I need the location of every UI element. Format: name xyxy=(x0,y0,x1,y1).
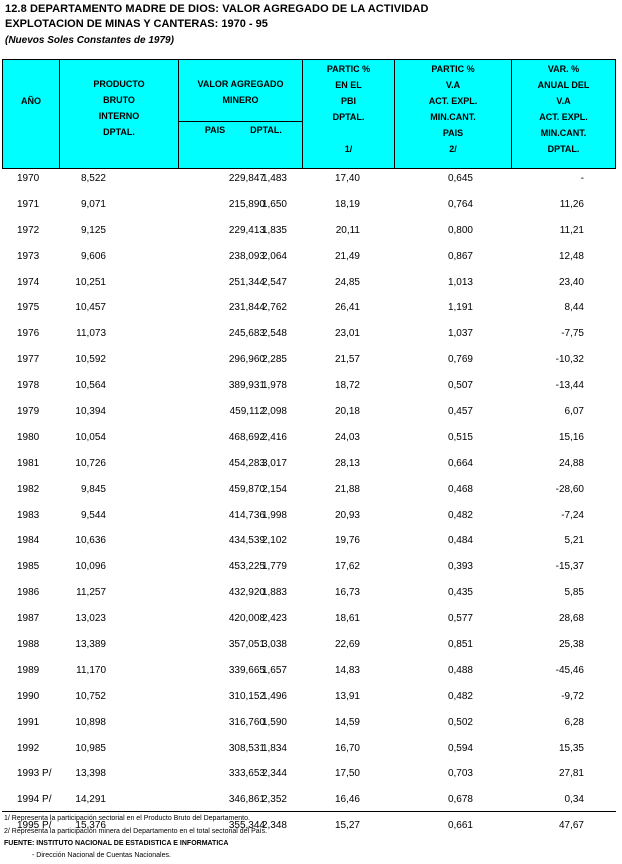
cell-pais: 453,225 xyxy=(228,561,265,573)
cell-pais: 454,283 xyxy=(228,457,265,469)
cell-pbi: 10,592 xyxy=(75,354,106,366)
header-year: AÑO xyxy=(3,60,60,168)
cell-year: 1991 xyxy=(17,716,40,728)
cell-pbi: 10,251 xyxy=(75,276,106,288)
cell-var: -9,72 xyxy=(561,690,584,702)
cell-pbi-pct: 23,01 xyxy=(334,328,360,340)
cell-dptal: 1,657 xyxy=(261,664,287,676)
cell-pais: 420,008 xyxy=(228,613,265,625)
cell-pais: 296,960 xyxy=(228,354,265,366)
cell-dptal: 2,352 xyxy=(261,794,287,806)
header-partic-pbi: PARTIC % EN EL PBI DPTAL. 1/ xyxy=(303,60,395,168)
cell-va-pct: 0,484 xyxy=(447,535,473,547)
cell-var: 47,67 xyxy=(558,820,584,832)
cell-pais: 251,344 xyxy=(228,276,265,288)
cell-pbi-pct: 17,62 xyxy=(334,561,360,573)
cell-pais: 231,844 xyxy=(228,302,265,314)
cell-dptal: 1,590 xyxy=(261,716,287,728)
table-row xyxy=(0,276,622,302)
cell-va-pct: 0,482 xyxy=(447,690,473,702)
cell-dptal: 2,064 xyxy=(261,250,287,262)
cell-va-pct: 0,800 xyxy=(447,224,473,236)
cell-pais: 308,531 xyxy=(228,742,265,754)
table-row xyxy=(0,172,622,198)
table-row xyxy=(0,301,622,327)
cell-pais: 434,539 xyxy=(228,535,265,547)
cell-va-pct: 0,678 xyxy=(447,794,473,806)
cell-pbi: 13,398 xyxy=(75,768,106,780)
table-subtitle: EXPLOTACION DE MINAS Y CANTERAS: 1970 - 95 xyxy=(5,18,268,30)
cell-pbi-pct: 18,19 xyxy=(334,198,360,210)
cell-pais: 310,152 xyxy=(228,690,265,702)
cell-pbi: 8,522 xyxy=(80,173,106,184)
cell-var: 6,28 xyxy=(564,716,584,728)
cell-var: 28,68 xyxy=(558,613,584,625)
cell-va-pct: 0,457 xyxy=(447,406,473,418)
cell-pbi-pct: 17,50 xyxy=(334,768,360,780)
cell-pais: 333,653 xyxy=(228,768,265,780)
cell-va-pct: 0,507 xyxy=(447,380,473,392)
cell-var: -7,24 xyxy=(561,509,584,521)
cell-va-pct: 0,577 xyxy=(447,613,473,625)
table-row xyxy=(0,379,622,405)
cell-year: 1995 P/ xyxy=(17,820,52,832)
cell-var: 25,38 xyxy=(558,639,584,651)
table-row xyxy=(0,560,622,586)
cell-year: 1974 xyxy=(17,276,40,288)
cell-pbi-pct: 16,46 xyxy=(334,794,360,806)
cell-var: 23,40 xyxy=(558,276,584,288)
cell-pbi: 10,898 xyxy=(75,716,106,728)
cell-pbi-pct: 28,13 xyxy=(334,457,360,469)
cell-dptal: 2,348 xyxy=(261,820,287,832)
cell-pbi-pct: 18,72 xyxy=(334,380,360,392)
cell-year: 1983 xyxy=(17,509,40,521)
cell-pbi: 9,125 xyxy=(80,224,106,236)
cell-year: 1987 xyxy=(17,613,40,625)
cell-va-pct: 0,393 xyxy=(447,561,473,573)
source-detail: - Dirección Nacional de Cuentas Nacionales. xyxy=(32,852,171,859)
table-row xyxy=(0,586,622,612)
cell-va-pct: 0,502 xyxy=(447,716,473,728)
table-header xyxy=(2,59,616,169)
cell-pbi-pct: 14,59 xyxy=(334,716,360,728)
cell-dptal: 3,017 xyxy=(261,457,287,469)
cell-pbi: 9,606 xyxy=(80,250,106,262)
cell-dptal: 2,102 xyxy=(261,535,287,547)
cell-pbi: 11,073 xyxy=(76,328,106,340)
cell-var: 24,88 xyxy=(558,457,584,469)
cell-va-pct: 0,468 xyxy=(447,483,473,495)
cell-dptal: 1,883 xyxy=(261,587,287,599)
cell-dptal: 2,344 xyxy=(261,768,287,780)
cell-var: -10,32 xyxy=(555,354,584,366)
cell-var: 8,44 xyxy=(564,302,584,314)
cell-va-pct: 0,435 xyxy=(447,587,473,599)
cell-dptal: 1,779 xyxy=(261,561,287,573)
footnote-2: 2/ Representa la participación minera del Departamento en el total sectorial del País. xyxy=(4,828,268,835)
cell-year: 1970 xyxy=(17,173,40,184)
cell-year: 1978 xyxy=(17,380,40,392)
cell-pais: 215,890 xyxy=(228,198,265,210)
cell-va-pct: 0,851 xyxy=(447,639,473,651)
cell-pbi-pct: 18,61 xyxy=(334,613,360,625)
cell-year: 1982 xyxy=(17,483,40,495)
cell-year: 1981 xyxy=(17,457,40,469)
cell-pbi: 10,726 xyxy=(75,457,106,469)
cell-year: 1986 xyxy=(17,587,40,599)
table-row xyxy=(0,353,622,379)
table-row xyxy=(0,690,622,716)
cell-pbi-pct: 24,85 xyxy=(334,276,360,288)
cell-pais: 229,847 xyxy=(228,173,265,184)
cell-var: 12,48 xyxy=(558,250,584,262)
cell-pbi: 10,636 xyxy=(75,535,106,547)
table-row xyxy=(0,431,622,457)
cell-va-pct: 0,664 xyxy=(447,457,473,469)
cell-pbi-pct: 21,88 xyxy=(334,483,360,495)
cell-pbi-pct: 20,18 xyxy=(334,406,360,418)
cell-pbi-pct: 15,27 xyxy=(334,820,360,832)
cell-dptal: 2,548 xyxy=(261,328,287,340)
cell-pbi-pct: 26,41 xyxy=(334,302,360,314)
cell-pais: 339,665 xyxy=(228,664,265,676)
table-row xyxy=(0,742,622,768)
cell-pais: 355,344 xyxy=(228,820,265,832)
cell-var: -15,37 xyxy=(555,561,584,573)
source-line: FUENTE: INSTITUTO NACIONAL DE ESTADISTICA E INFORMATICA xyxy=(4,840,229,847)
cell-va-pct: 1,037 xyxy=(447,328,473,340)
table-row xyxy=(0,327,622,353)
cell-pais: 432,920 xyxy=(228,587,265,599)
cell-dptal: 2,285 xyxy=(261,354,287,366)
cell-pbi-pct: 21,57 xyxy=(334,354,360,366)
cell-pbi: 10,394 xyxy=(75,406,106,418)
cell-dptal: 2,423 xyxy=(261,613,287,625)
header-var: VAR. % ANUAL DEL V.A ACT. EXPL. MIN.CANT. DPTAL. xyxy=(537,64,590,154)
cell-dptal: 1,978 xyxy=(261,380,287,392)
cell-var: -7,75 xyxy=(561,328,584,340)
table-row xyxy=(0,509,622,535)
table-body xyxy=(0,172,622,845)
cell-pais: 389,931 xyxy=(228,380,265,392)
cell-var: 5,85 xyxy=(564,587,584,599)
cell-pais: 316,760 xyxy=(228,716,265,728)
table-units: (Nuevos Soles Constantes de 1979) xyxy=(5,35,174,46)
cell-dptal: 1,835 xyxy=(261,224,287,236)
cell-pbi: 15,376 xyxy=(75,820,106,832)
cell-va-pct: 1,013 xyxy=(447,276,473,288)
cell-pbi: 10,752 xyxy=(75,690,106,702)
cell-year: 1985 xyxy=(17,561,40,573)
cell-var: -13,44 xyxy=(555,380,584,392)
header-va-pais: PAIS xyxy=(204,125,226,135)
cell-year: 1994 P/ xyxy=(17,794,52,806)
cell-pbi-pct: 22,69 xyxy=(334,639,360,651)
cell-dptal: 1,496 xyxy=(261,690,287,702)
cell-pbi: 14,291 xyxy=(75,794,106,806)
cell-year: 1979 xyxy=(17,406,40,418)
table-row xyxy=(0,457,622,483)
cell-var: 5,21 xyxy=(564,535,584,547)
cell-dptal: 1,650 xyxy=(261,198,287,210)
cell-dptal: 2,098 xyxy=(261,406,287,418)
cell-dptal: 3,038 xyxy=(261,639,287,651)
table-row xyxy=(0,198,622,224)
cell-year: 1989 xyxy=(17,664,40,676)
header-partic-va: PARTIC % V.A ACT. EXPL. MIN.CANT. PAIS 2/ xyxy=(395,60,512,168)
cell-dptal: 2,416 xyxy=(261,431,287,443)
cell-var: 11,21 xyxy=(559,224,584,236)
cell-dptal: 1,483 xyxy=(261,173,287,184)
table-row xyxy=(0,767,622,793)
table-row xyxy=(0,405,622,431)
table-row xyxy=(0,224,622,250)
cell-pbi-pct: 13,91 xyxy=(334,690,360,702)
cell-pbi: 10,457 xyxy=(75,302,106,314)
table-title: 12.8 DEPARTAMENTO MADRE DE DIOS: VALOR AGREGADO DE LA ACTIVIDAD xyxy=(5,3,429,15)
table-row xyxy=(0,638,622,664)
table-row xyxy=(0,483,622,509)
cell-pais: 346,861 xyxy=(228,794,265,806)
cell-dptal: 2,762 xyxy=(261,302,287,314)
cell-va-pct: 0,867 xyxy=(447,250,473,262)
cell-pbi-pct: 20,11 xyxy=(335,224,360,236)
cell-year: 1973 xyxy=(17,250,40,262)
cell-year: 1992 xyxy=(17,742,40,754)
cell-year: 1990 xyxy=(17,690,40,702)
cell-pbi: 10,096 xyxy=(75,561,106,573)
cell-va-pct: 0,661 xyxy=(447,820,473,832)
cell-year: 1984 xyxy=(17,535,40,547)
table-row xyxy=(0,716,622,742)
cell-year: 1971 xyxy=(17,198,40,210)
cell-va-pct: 0,515 xyxy=(447,431,473,443)
cell-pbi: 9,544 xyxy=(80,509,106,521)
cell-year: 1972 xyxy=(17,224,40,236)
cell-var: - xyxy=(580,173,584,184)
cell-pbi-pct: 24,03 xyxy=(334,431,360,443)
cell-pbi: 13,023 xyxy=(75,613,106,625)
cell-year: 1988 xyxy=(17,639,40,651)
cell-var: 11,26 xyxy=(559,198,584,210)
cell-dptal: 2,154 xyxy=(261,483,287,495)
cell-pais: 229,413 xyxy=(228,224,265,236)
header-pbi: PRODUCTO BRUTO INTERNO DPTAL. xyxy=(60,60,179,168)
cell-dptal: 1,834 xyxy=(261,742,287,754)
cell-year: 1976 xyxy=(17,328,40,340)
table-row xyxy=(0,612,622,638)
cell-var: 15,16 xyxy=(558,431,584,443)
cell-pbi-pct: 16,73 xyxy=(334,587,360,599)
cell-var: 15,35 xyxy=(558,742,584,754)
cell-pbi: 11,257 xyxy=(76,587,106,599)
cell-pais: 357,051 xyxy=(228,639,265,651)
cell-pais: 245,683 xyxy=(228,328,265,340)
cell-var: -45,46 xyxy=(555,664,584,676)
cell-pais: 459,112 xyxy=(229,406,265,418)
cell-va-pct: 0,488 xyxy=(447,664,473,676)
cell-va-pct: 0,594 xyxy=(447,742,473,754)
cell-pais: 459,870 xyxy=(228,483,265,495)
table-row xyxy=(0,664,622,690)
cell-pbi-pct: 19,76 xyxy=(334,535,360,547)
cell-pbi: 10,564 xyxy=(75,380,106,392)
cell-pais: 238,093 xyxy=(228,250,265,262)
cell-pbi-pct: 14,83 xyxy=(334,664,360,676)
cell-va-pct: 0,703 xyxy=(447,768,473,780)
cell-va-pct: 0,645 xyxy=(447,173,473,184)
table-row xyxy=(0,250,622,276)
table-bottom-rule xyxy=(2,811,616,812)
footnote-1: 1/ Representa la participación sectorial en el Producto Bruto del Departamento. xyxy=(4,815,250,822)
cell-va-pct: 0,769 xyxy=(447,354,473,366)
cell-var: 27,81 xyxy=(558,768,584,780)
cell-year: 1980 xyxy=(17,431,40,443)
cell-pbi: 10,054 xyxy=(75,431,106,443)
cell-var: 0,34 xyxy=(564,794,584,806)
cell-dptal: 2,547 xyxy=(261,276,287,288)
cell-pbi-pct: 20,93 xyxy=(334,509,360,521)
cell-pbi-pct: 16,70 xyxy=(334,742,360,754)
header-valor-agregado: VALOR AGREGADO MINERO PAIS DPTAL. xyxy=(179,60,303,168)
cell-pbi-pct: 17,40 xyxy=(334,173,360,184)
cell-pbi-pct: 21,49 xyxy=(334,250,360,262)
cell-pais: 468,692 xyxy=(228,431,265,443)
cell-pbi: 9,845 xyxy=(80,483,106,495)
cell-year: 1977 xyxy=(17,354,40,366)
cell-va-pct: 0,482 xyxy=(447,509,473,521)
cell-va-pct: 0,764 xyxy=(447,198,473,210)
cell-pbi: 10,985 xyxy=(75,742,106,754)
cell-year: 1993 P/ xyxy=(17,768,52,780)
cell-var: -28,60 xyxy=(555,483,584,495)
cell-pbi: 9,071 xyxy=(80,198,106,210)
cell-va-pct: 1,191 xyxy=(447,302,473,314)
cell-pais: 414,736 xyxy=(228,509,265,521)
cell-var: 6,07 xyxy=(564,406,584,418)
cell-dptal: 1,998 xyxy=(261,509,287,521)
header-va-dptal: DPTAL. xyxy=(250,125,282,135)
cell-pbi: 11,170 xyxy=(76,664,106,676)
cell-pbi: 13,389 xyxy=(75,639,106,651)
cell-year: 1975 xyxy=(17,302,40,314)
table-row xyxy=(0,534,622,560)
